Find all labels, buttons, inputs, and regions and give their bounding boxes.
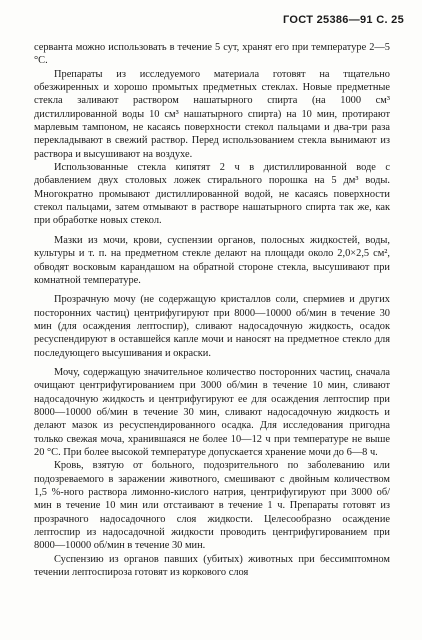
- paragraph-4: Мазки из мочи, крови, суспензии органов, полосных жидкостей, воды, культуры и т. п. на предметном стекле делают на площади около 2,0×2,5 см², обводят восковым карандашом на обратной стороне стекла, высушивают при комнатной температуре.: [34, 234, 390, 286]
- paragraph-7: Кровь, взятую от больного, подозрительного по заболеванию или подозреваемого в заражении животного, смешивают с двойным количеством 1,5 %-ного раствора лимонно-кислого натрия, центрифугируют при 3000 об/мин в течение 10 мин или отстаивают в течение 1 ч. Препараты готовят из прозрачного надосадочного слоя жидкости. Целесообразно осаждение лептоспир из надосадочной жидкости проводить центрифугированием при 8000—10000 об/мин в течение 30 мин.: [34, 460, 390, 552]
- paragraph-5: Прозрачную мочу (не содержащую кристаллов соли, спермиев и других посторонних частиц) центрифугируют при 8000—10000 об/мин в течение 30 мин (для осаждения лептоспир), сливают надосадочную жидкость, осадок ресуспендируют в оставшейся капле мочи и наносят на предметное стекло для последующего высушивания и окраски.: [34, 294, 390, 359]
- paragraph-1: серванта можно использовать в течение 5 сут, хранят его при температуре 2—5 °С.: [34, 42, 390, 67]
- paragraph-8: Суспензию из органов павших (убитых) животных при бессимптомном течении лептоспироза готовят из коркового слоя: [34, 553, 390, 579]
- paragraph-6: Мочу, содержащую значительное количество посторонних частиц, сначала очищают центрифугированием при 3000 об/мин в течение 10 мин, сливают надосадочную жидкость и центрифугируют ее для осаждения лептоспир при 8000—10000 об/мин в течение 30 мин, сливают надосадочную жидкость и делают мазок из ресуспендированного осадка. Для исследования пригодна только свежая моча, хранившаяся не более 10—12 ч при температуре не выше 20 °С. При более высокой температуре допускается хранение мочи до 6—8 ч.: [34, 366, 390, 458]
- paragraph-3: Использованные стекла кипятят 2 ч в дистиллированной воде с добавлением двух столовых ложек стирального порошка на 5 дм³ воды. Многократно промывают дистиллированной водой, не касаясь поверхности стекол пальцами, затем отмывают в растворе нашатырного спирта так же, как при обработке новых стекол.: [34, 162, 390, 227]
- page-header-standard: ГОСТ 25386—91 С. 25: [283, 14, 404, 26]
- paragraph-2: Препараты из исследуемого материала готовят на тщательно обезжиренных и хорошо промытых предметных стеклах. Новые предметные стекла заливают раствором нашатырного спирта (на 1000 см³ дистиллированной воды 10 см³ нашатырного спирта) на 10 мин, протирают марлевым тампоном, не касаясь поверхности стекол пальцами и два-три раза перекладывают в свежий раствор. Перед использованием стекла вынимают из раствора и высушивают на воздухе.: [34, 68, 390, 160]
- body-text: [34, 41, 390, 579]
